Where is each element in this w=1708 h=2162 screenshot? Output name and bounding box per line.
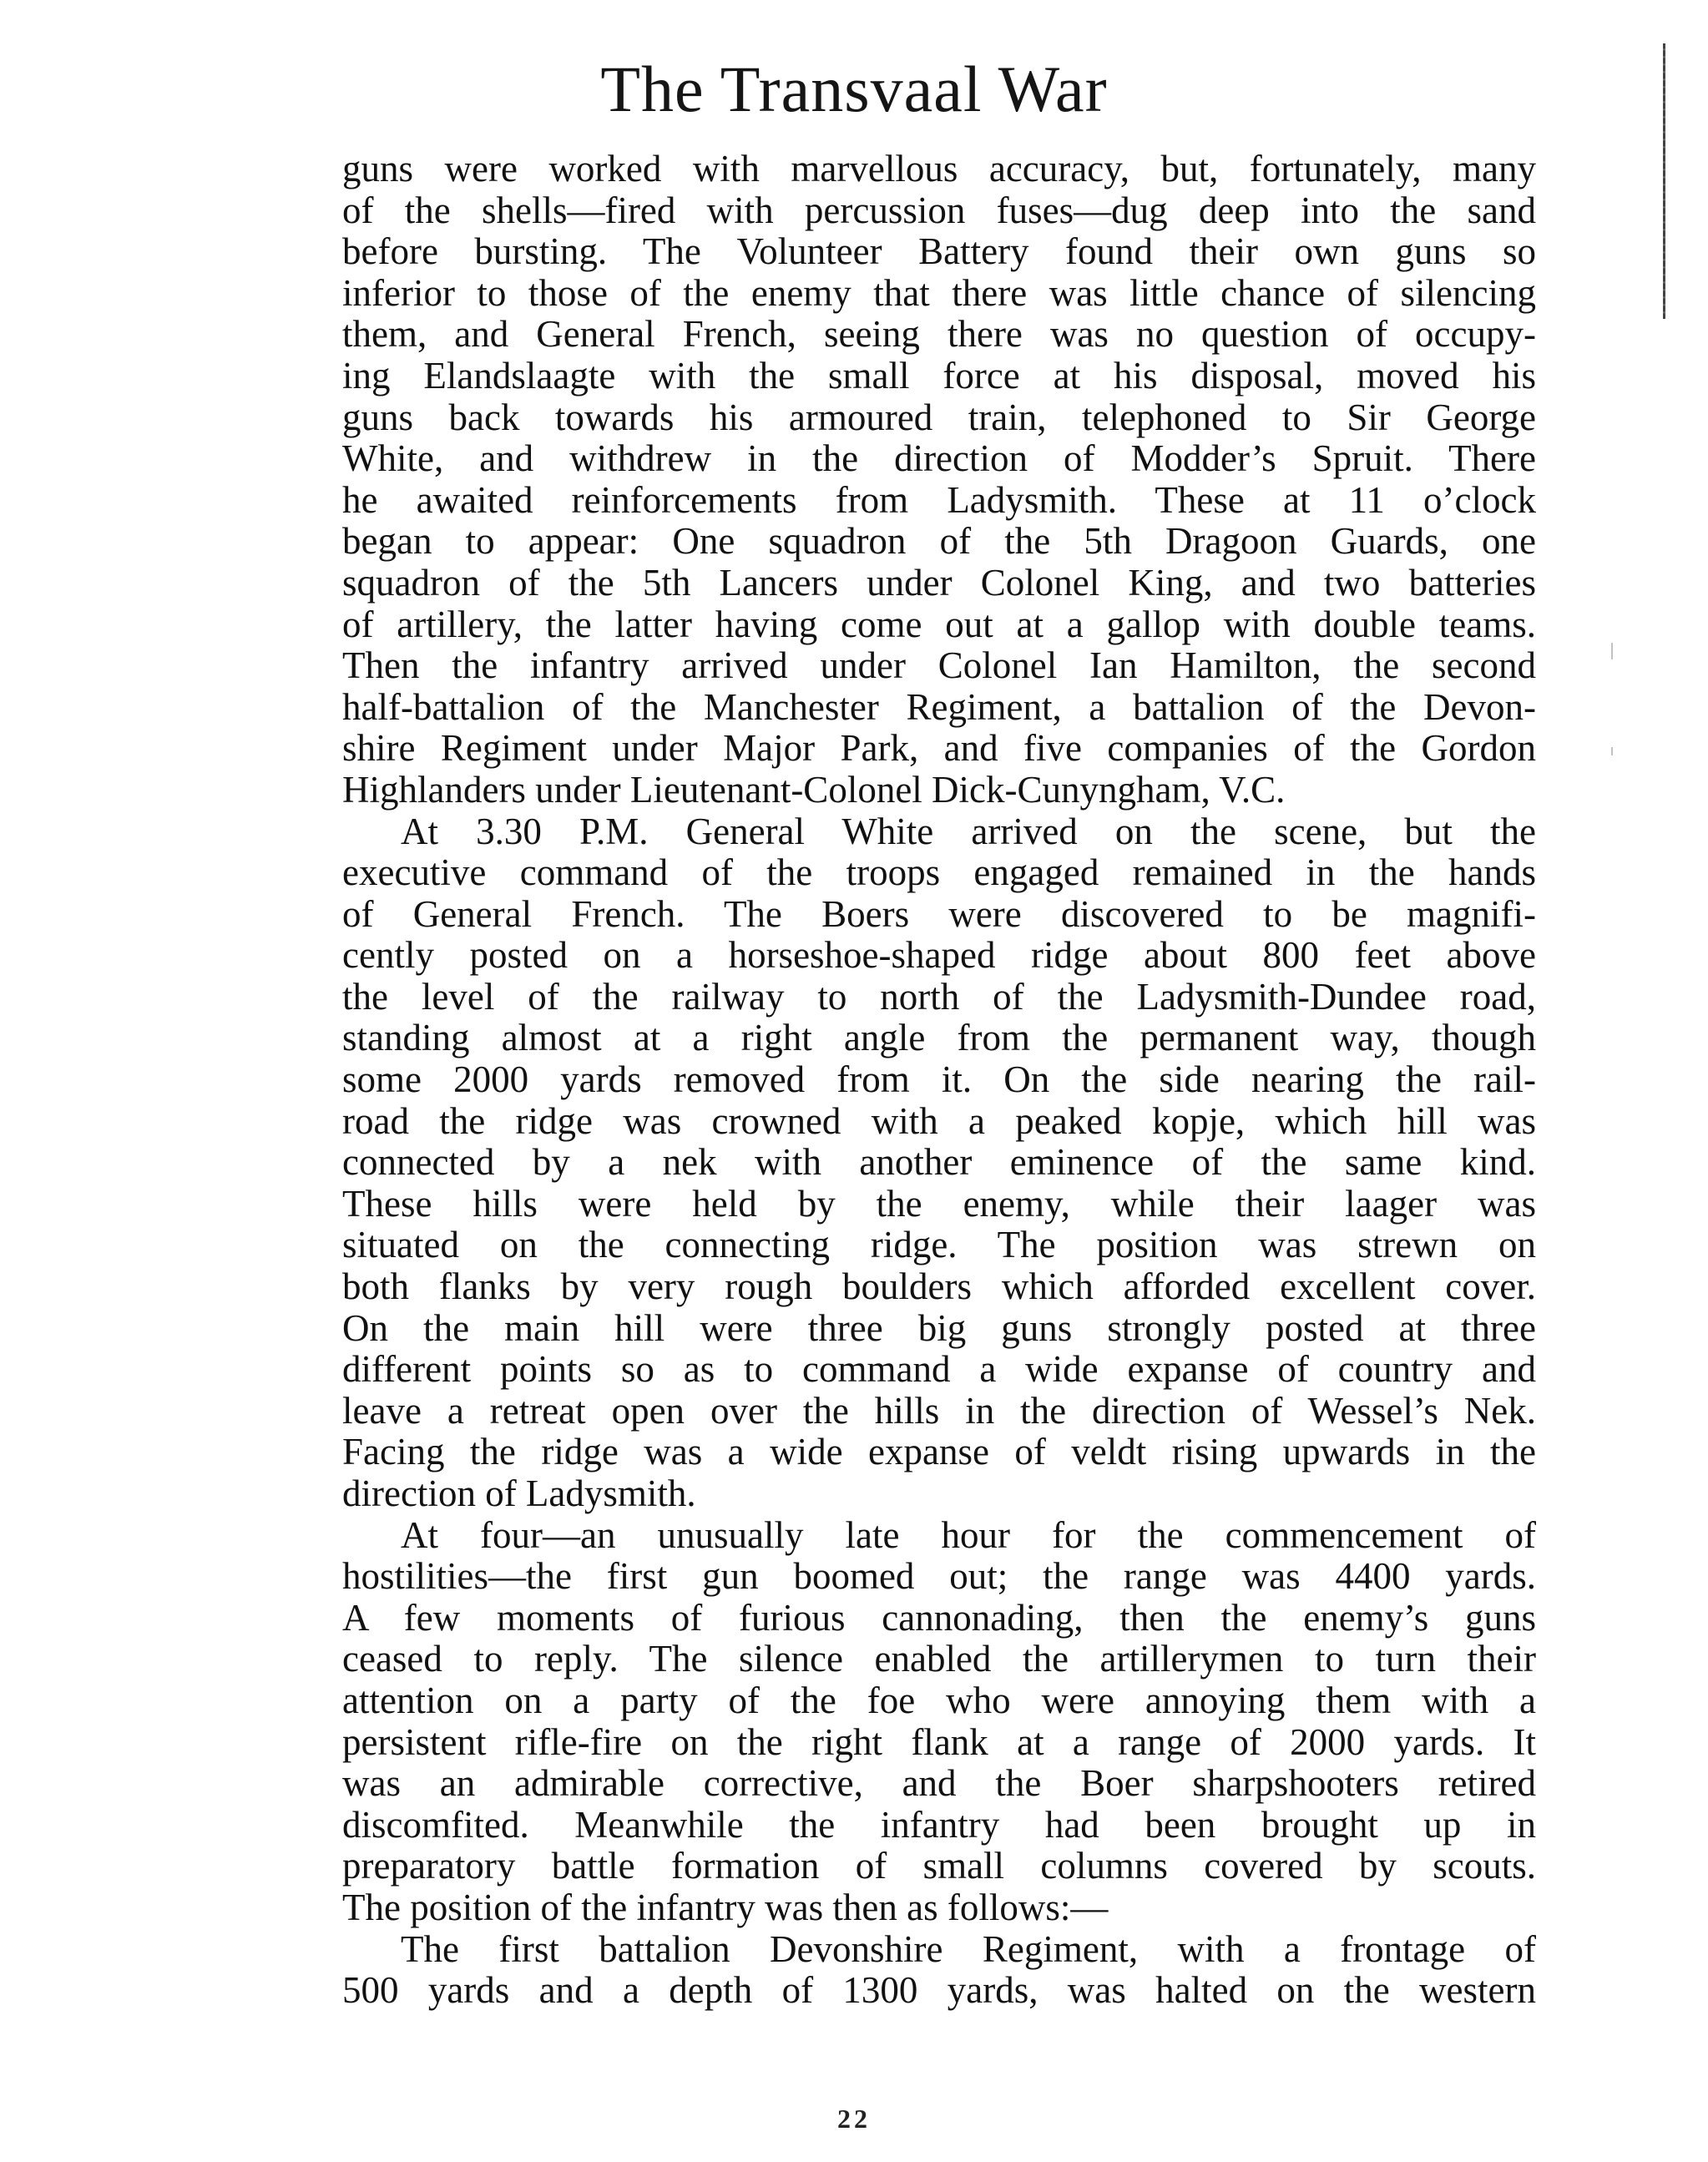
text-line: On the main hill were three big guns strongly posted at three (342, 1306, 1536, 1349)
scan-edge-mark (1663, 43, 1665, 319)
text-line: shire Regiment under Major Park, and five companies of the Gordon (342, 727, 1536, 770)
text-line: standing almost at a right angle from the permanent way, though (342, 1017, 1536, 1059)
text-line: cently posted on a horseshoe-shaped ridge about 800 feet above (342, 934, 1536, 977)
text-line: guns back towards his armoured train, telephoned to Sir George (342, 396, 1536, 438)
text-line: discomfited. Meanwhile the infantry had been brought up in (342, 1803, 1536, 1846)
scan-speck (1611, 643, 1613, 659)
text-line: preparatory battle formation of small columns covered by scouts. (342, 1845, 1536, 1887)
text-line: White, and withdrew in the direction of Modder’s Spruit. There (342, 437, 1536, 480)
text-line: of the shells—fired with percussion fuses—dug deep into the sand (342, 189, 1536, 231)
text-line: road the ridge was crowned with a peaked kopje, which hill was (342, 1099, 1536, 1142)
text-line: inferior to those of the enemy that there was little chance of silencing (342, 271, 1536, 314)
text-line: connected by a nek with another eminence of the same kind. (342, 1141, 1536, 1184)
text-line: persistent rifle-fire on the right flank at a range of 2000 yards. It (342, 1720, 1536, 1763)
text-line: half-battalion of the Manchester Regiment, a battalion of the Devon- (342, 685, 1536, 728)
body-text (342, 149, 1536, 2012)
text-line: of artillery, the latter having come out at a gallop with double teams. (342, 603, 1536, 645)
text-line: them, and General French, seeing there was no question of occupy- (342, 313, 1536, 356)
paragraph-start-line: The first battalion Devonshire Regiment, with a frontage of (401, 1927, 1536, 1970)
text-line: A few moments of furious cannonading, then the enemy’s guns (342, 1596, 1536, 1639)
text-line: ceased to reply. The silence enabled the artillerymen to turn their (342, 1638, 1536, 1680)
text-line: of General French. The Boers were discovered to be magnifi- (342, 892, 1536, 935)
text-line: direction of Ladysmith. (342, 1472, 696, 1514)
text-line: leave a retreat open over the hills in the direction of Wessel’s Nek. (342, 1389, 1536, 1432)
text-line: guns were worked with marvellous accuracy, but, fortunately, many (342, 148, 1536, 189)
text-line: executive command of the troops engaged remained in the hands (342, 851, 1536, 894)
running-title: The Transvaal War (600, 53, 1108, 125)
text-line: the level of the railway to north of the Ladysmith-Dundee road, (342, 975, 1536, 1018)
paragraph-start-line: At 3.30 P.M. General White arrived on the scene, but the (401, 810, 1536, 852)
text-line: 500 yards and a depth of 1300 yards, was halted on the western (342, 1969, 1536, 2012)
text-line: was an admirable corrective, and the Boer sharpshooters retired (342, 1762, 1536, 1805)
text-line: he awaited reinforcements from Ladysmith. These at 11 o’clock (342, 478, 1536, 521)
text-line: These hills were held by the enemy, while their laager was (342, 1182, 1536, 1225)
text-line: before bursting. The Volunteer Battery found their own guns so (342, 230, 1536, 273)
text-line: Highlanders under Lieutenant-Colonel Dick-Cunyngham, V.C. (342, 768, 1286, 811)
page-number: 22 (837, 2104, 871, 2134)
text-line: hostilities—the first gun boomed out; the range was 4400 yards. (342, 1555, 1536, 1598)
text-line: some 2000 yards removed from it. On the side nearing the rail- (342, 1058, 1536, 1101)
text-line: squadron of the 5th Lancers under Colonel King, and two batteries (342, 561, 1536, 604)
text-line: different points so as to command a wide expanse of country and (342, 1348, 1536, 1391)
text-line: Then the infantry arrived under Colonel Ian Hamilton, the second (342, 644, 1536, 687)
text-line: Facing the ridge was a wide expanse of veldt rising upwards in the (342, 1431, 1536, 1473)
paragraph-start-line: At four—an unusually late hour for the commencement of (401, 1513, 1536, 1556)
text-line: attention on a party of the foe who were annoying them with a (342, 1679, 1536, 1721)
text-line: situated on the connecting ridge. The position was strewn on (342, 1224, 1536, 1266)
text-line: began to appear: One squadron of the 5th Dragoon Guards, one (342, 520, 1536, 563)
text-line: ing Elandslaagte with the small force at his disposal, moved his (342, 354, 1536, 397)
text-line: The position of the infantry was then as follows:— (342, 1886, 1109, 1928)
scan-speck (1611, 747, 1613, 755)
text-line: both flanks by very rough boulders which afforded excellent cover. (342, 1265, 1536, 1308)
